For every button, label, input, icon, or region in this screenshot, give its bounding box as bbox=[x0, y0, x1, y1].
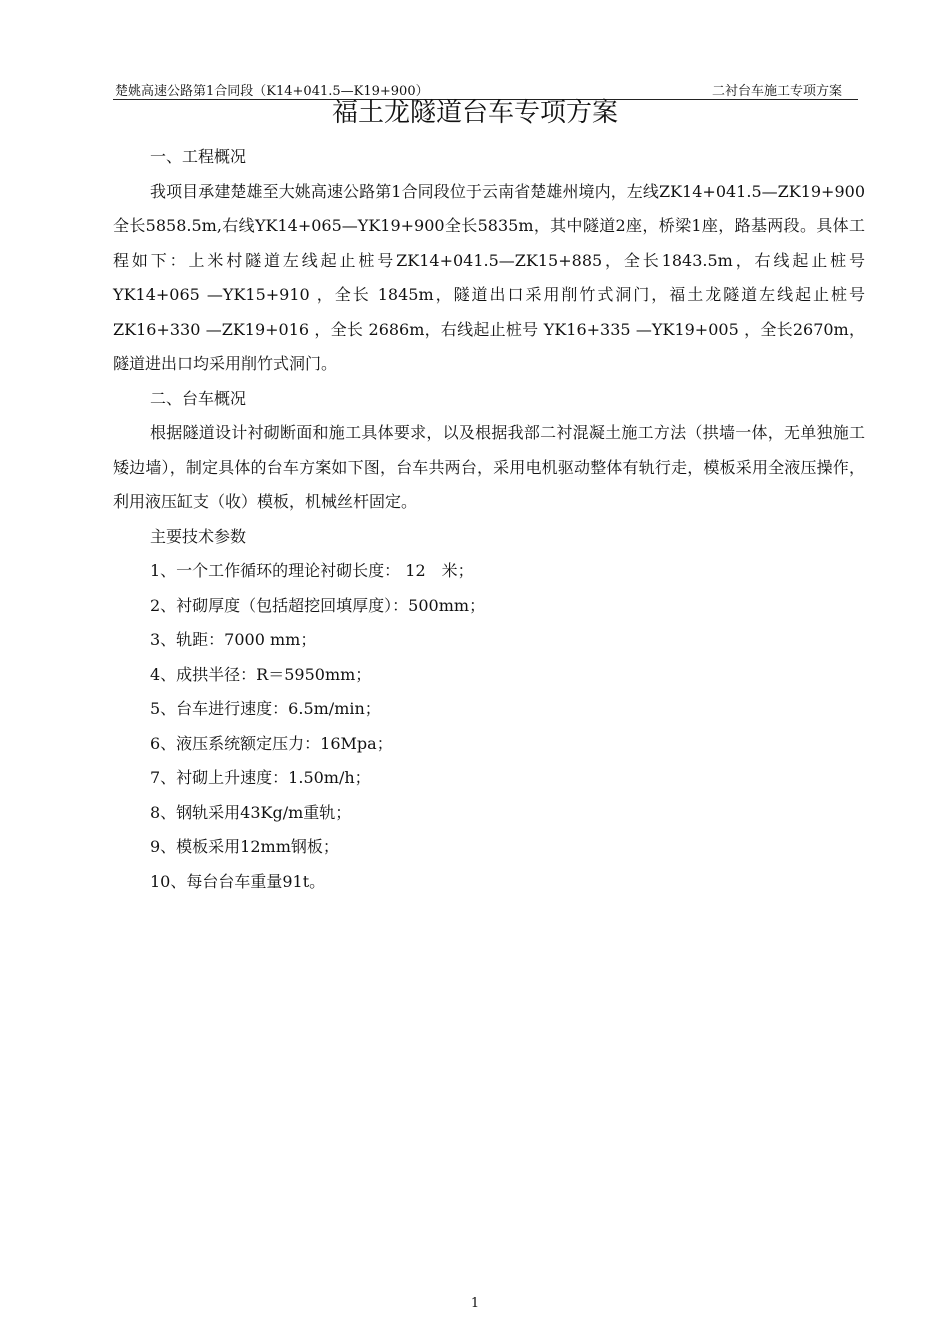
param-item: 10、每台台车重量91t。 bbox=[150, 871, 326, 891]
document-body bbox=[113, 140, 865, 899]
param-item: 7、衬砌上升速度：1.50m/h； bbox=[150, 768, 371, 787]
section2-paragraph: 根据隧道设计衬砌断面和施工具体要求，以及根据我部二衬混凝土施工方法（拱墙一体，无单独施工矮边墙），制定具体的台车方案如下图，台车共两台，采用电机驱动整体有轨行走，模板采用全液压操作，利用液压缸支（收）模板，机械丝杆固定。 bbox=[113, 423, 865, 511]
params-heading: 主要技术参数 bbox=[150, 526, 247, 546]
param-item: 3、轨距：7000 mm； bbox=[150, 630, 317, 649]
param-item: 2、衬砌厚度（包括超挖回填厚度）：500mm； bbox=[150, 595, 486, 615]
param-item: 6、液压系统额定压力：16Mpa； bbox=[150, 733, 393, 753]
param-item: 9、模板采用12mm钢板； bbox=[150, 837, 339, 856]
section1-heading: 一、工程概况 bbox=[150, 147, 247, 166]
section1-paragraph: 我项目承建楚雄至大姚高速公路第1合同段位于云南省楚雄州境内，左线ZK14+041.5—ZK19+900全长5858.5m,右线YK14+065—YK19+900全长5835m，其中隧道2座，桥梁1座，路基两段。具体工程如下：上米村隧道左线起止桩号ZK14+041.5—ZK15+885，全长1843.5m，右线起止桩号 YK14+065 —YK15+910 ，全长 1845m，隧道出口采用削竹式洞门，福土龙隧道左线起止桩号 ZK16+330 —ZK19+016 ，全长 2686m，右线起止桩号 YK16+335 —YK19+005 ，全长2670m，隧道进出口均采用削竹式洞门。 bbox=[113, 181, 865, 373]
header-left-text: 楚姚高速公路第1合同段（K14+041.5—K19+900） bbox=[115, 84, 429, 99]
param-item: 4、成拱半径：R＝5950mm； bbox=[150, 664, 372, 684]
page-number: 1 bbox=[470, 1296, 480, 1311]
header-right-text: 二衬台车施工专项方案 bbox=[712, 84, 843, 99]
param-item: 5、台车进行速度：6.5m/min； bbox=[150, 699, 381, 718]
section2-heading: 二、台车概况 bbox=[150, 388, 247, 408]
param-item: 8、钢轨采用43Kg/m重轨； bbox=[150, 802, 352, 822]
param-item: 1、一个工作循环的理论衬砌长度： 12 米； bbox=[150, 561, 474, 580]
document-title: 福土龙隧道台车专项方案 bbox=[331, 98, 618, 128]
